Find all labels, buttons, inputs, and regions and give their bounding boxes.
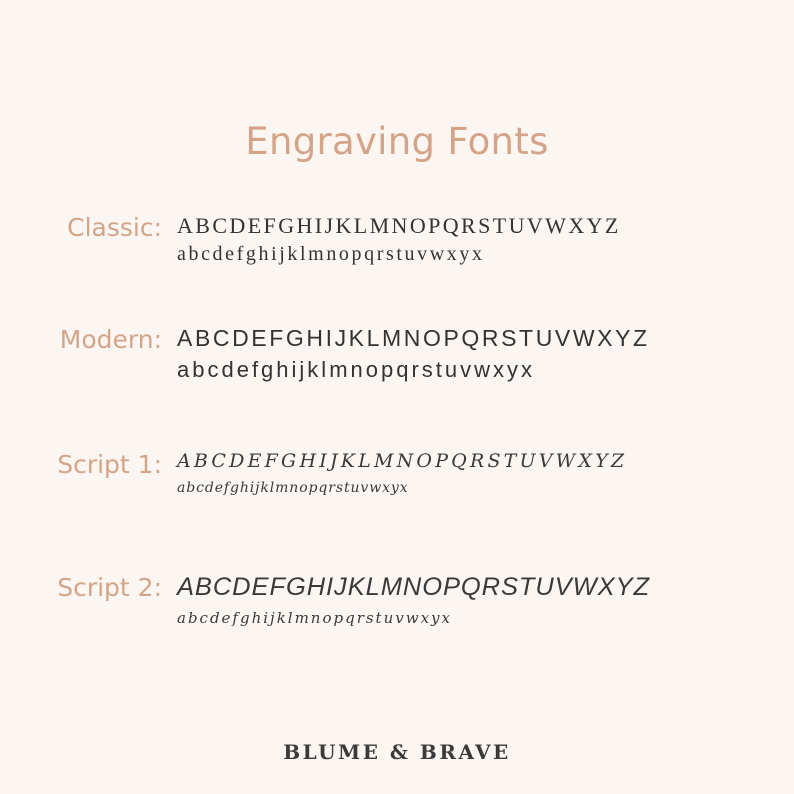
font-label-modern: Modern: [59,325,162,354]
classic-uppercase-sample: ABCDEFGHIJKLMNOPQRSTUVWXYZ [177,213,621,238]
font-row-modern [0,325,794,405]
modern-lowercase-sample: abcdefghijklmnopqrstuvwxyx [177,357,536,382]
script-2-uppercase-sample: ABCDEFGHIJKLMNOPQRSTUVWXYZ [177,573,651,601]
script-1-lowercase-sample: abcdefghijklmnopqrstuvwxyx [177,480,409,496]
classic-lowercase-sample: abcdefghijklmnopqrstuvwxyx [177,243,485,265]
font-label-script-1: Script 1: [57,450,162,479]
script-2-lowercase-sample: abcdefghijklmnopqrstuvwxyx [177,609,452,627]
page-title: Engraving Fonts [245,119,549,163]
font-label-classic: Classic: [67,213,162,242]
font-label-script-2: Script 2: [57,573,162,602]
brand-logo-text: BLUME & BRAVE [283,740,511,764]
font-row-script-2 [0,573,794,653]
font-row-script-1 [0,448,794,528]
modern-uppercase-sample: ABCDEFGHIJKLMNOPQRSTUVWXYZ [177,325,650,351]
font-row-classic [0,213,794,293]
script-1-uppercase-sample: ABCDEFGHIJKLMNOPQRSTUVWXYZ [177,450,628,472]
